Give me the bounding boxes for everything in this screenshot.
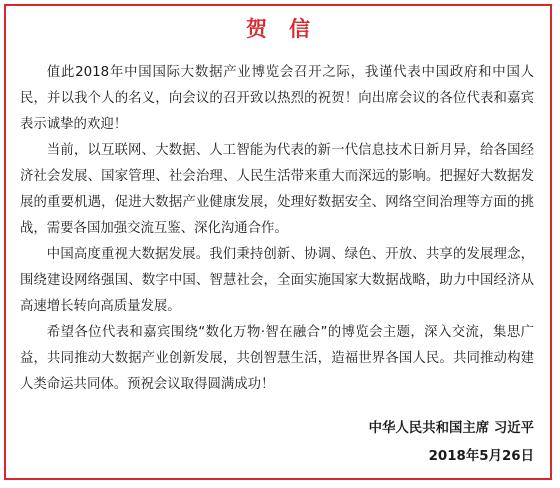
letter-body [20,60,534,398]
letter-date: 2018年5月26日 [428,449,534,464]
letter-frame [4,4,552,480]
paragraph-2: 当前，以互联网、大数据、人工智能为代表的新一代信息技术日新月异，给各国经济社会发展、国家管理、社会治理、人民生活带来重大而深远的影响。把握好大数据发展的重要机遇，促进大数据产业健康发展，处理好数据安全、网络空间治理等方面的挑战，需要各国加强交流互鉴、深化沟通合作。 [20,143,534,236]
signature: 中华人民共和国主席 习近平 [368,421,534,436]
letter-title: 贺信 [246,17,332,41]
paragraph-4: 希望各位代表和嘉宾围绕“数化万物·智在融合”的博览会主题，深入交流，集思广益，共同推动大数据产业创新发展，共创智慧生活，造福世界各国人民。共同推动构建人类命运共同体。预祝会议取得圆满成功！ [20,325,534,392]
paragraph-3: 中国高度重视大数据发展。我们秉持创新、协调、绿色、开放、共享的发展理念，围绕建设网络强国、数字中国、智慧社会，全面实施国家大数据战略，助力中国经济从高速增长转向高质量发展。 [20,247,534,314]
paragraph-1: 值此2018年中国国际大数据产业博览会召开之际，我谨代表中国政府和中国人民，并以我个人的名义，向会议的召开致以热烈的祝贺！向出席会议的各位代表和嘉宾表示诚挚的欢迎！ [20,65,534,132]
